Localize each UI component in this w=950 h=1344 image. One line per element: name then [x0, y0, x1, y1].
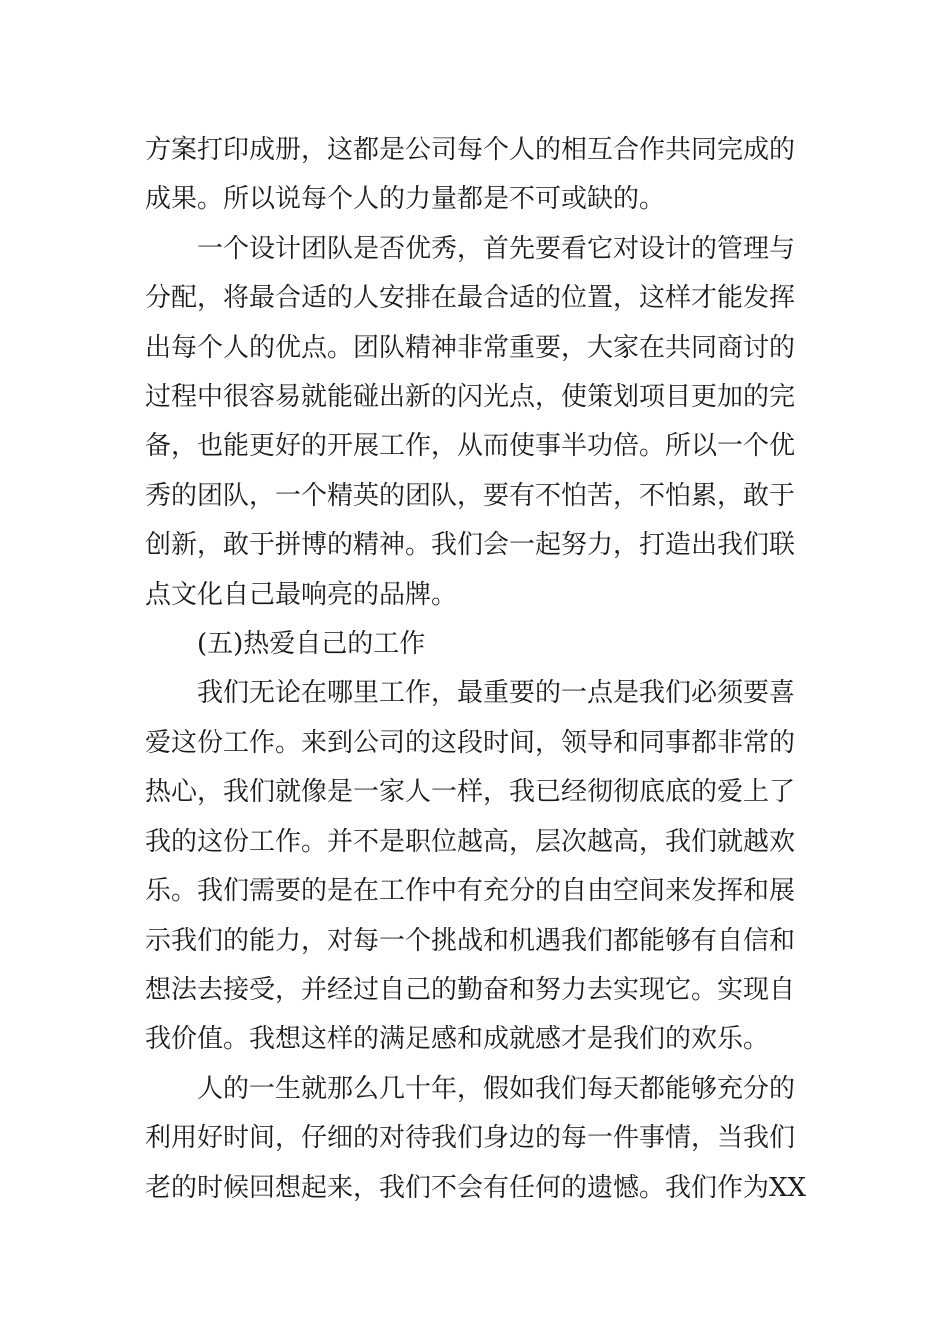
paragraph-3: 我们无论在哪里工作，最重要的一点是我们必须要喜 爱这份工作。来到公司的这段时间，领导和同事都非常的 热心，我们就像是一家人一样，我已经彻彻底底的爱上了 我的这份工作。并不是职位越高，层次越高，我们就越欢 乐。我们需要的是在工作中有充分的自由空间来发挥和展 示我们的能力，对每一个挑战和机遇我们都能够有自信和 想法去接受，并经过自己的勤奋和努力去实现它。实现自 我价值。我想这样的满足感和成就感才是我们的欢乐。 — [145, 678, 796, 1055]
document-body — [145, 126, 809, 1213]
paragraph-2: 一个设计团队是否优秀，首先要看它对设计的管理与 分配，将最合适的人安排在最合适的位置，这样才能发挥 出每个人的优点。团队精神非常重要，大家在共同商讨的 过程中很容易就能碰出新的闪光点，使策划项目更加的完 备，也能更好的开展工作，从而使事半功倍。所以一个优 秀的团队，一个精英的团队，要有不怕苦，不怕累，敢于 创新，敢于拼博的精神。我们会一起努力，打造出我们联 点文化自己最响亮的品牌。 — [145, 233, 796, 610]
paragraph-4: 人的一生就那么几十年，假如我们每天都能够充分的 利用好时间，仔细的对待我们身边的每一件事情，当我们 老的时候回想起来，我们不会有任何的遗憾。我们作为XX — [145, 1073, 807, 1203]
section-heading-5: (五)热爱自己的工作 — [197, 629, 426, 660]
paragraph-1: 方案打印成册，这都是公司每个人的相互合作共同完成的 成果。所以说每个人的力量都是不可或缺的。 — [145, 135, 796, 215]
